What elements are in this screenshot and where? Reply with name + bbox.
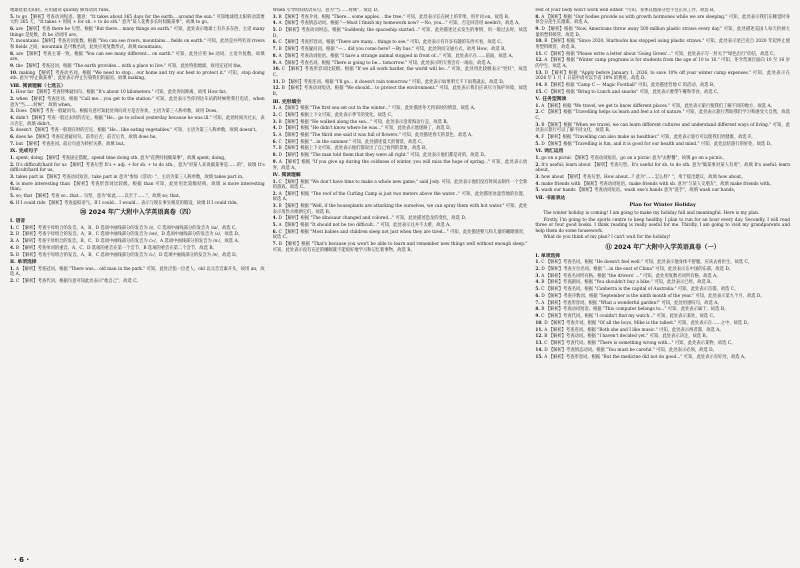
answer-entry [10,135,265,141]
answer-entry [273,61,528,67]
entry-number: 3. [272,119,278,125]
entry-text: when 【解析】考查连词。根据 "Call me... you get to the station." 可知，此处表示当你到达车站的时候给我打电话，when 意为"当……时候"，故填 when。 [10,96,265,108]
answer-entry [535,287,790,293]
entry-number: 1. [10,266,15,272]
answer-entry [535,341,790,347]
answer-entry [273,80,528,86]
answer-entry [535,27,790,38]
entry-number: 4. [272,216,278,222]
answer-entry [273,54,528,60]
entry-number: 7. [10,39,15,45]
entry-number: 4. [10,115,15,121]
answer-entry [10,90,265,96]
entry-number: 3. [272,204,278,210]
answer-entry [273,146,528,152]
entry-number: 15. [535,354,543,360]
entry-text: C 【解析】根据 "...in the summer." 可知，此处描述夏天的情景，故选 C。 [278,139,426,145]
answer-entry [535,314,790,320]
page-number: · 6 · [14,556,30,564]
entry-text: B 【解析】考查疑问词。根据 "—... did you come here? —By bus." 可知，此处询问交通方式，故用 How，故选 B。 [278,47,509,53]
answer-entry [273,160,528,171]
answer-entry [10,128,265,134]
entry-text: If I could ride 【解析】考查虚拟语气。If I could... I would... 表示与现在事实相反的假设，故填 If I could ride。 [15,200,241,206]
entry-number: 3. [10,239,15,245]
entry-number: 8. [10,51,15,57]
entry-text: Does 【解析】考查一般疑问句。根据句意可知此处询问对方是否喜欢，主语为第三人称单数，故用 Does。 [15,109,221,115]
answer-entry [535,188,790,194]
answer-entry [10,182,265,193]
entry-number: 9. [272,159,278,165]
entry-text: B 【解析】根据 "Since 2020, Starbucks has stopped using plastic straws." 可知，此处表示星巴克自 2020 年起停止使用塑料吸管，故选 B。 [535,39,790,50]
entry-number: 12. [272,86,281,92]
entry-number: 6. [10,135,15,140]
entry-text: B 【解析】考查副词。根据 "You shouldn't buy a bike." 可知，此处表示已经，故选 B。 [541,280,715,286]
entry-number: 5. [272,28,278,34]
answer-entry [273,140,528,146]
answer-entry [535,90,790,96]
entry-text: A 【解析】考查名词所有格。根据 "the drivers' ..." 可知，此处用复数名词所有格，故选 A。 [541,273,721,279]
entry-number: 11. [272,79,281,85]
answer-entry [10,27,265,38]
entry-text: is more interesting than 【解析】考查形容词比较级。根据 than 可知，此处用比较级结构，故填 is more interesting than。 [10,181,265,193]
entry-text: C 【解析】根据 "Please write a letter about 'Going Green'..." 可知，此处表示写一封关于"绿色出行"的信，故选 C。 [544,51,778,57]
answer-entry [273,133,528,139]
answer-entry [10,71,265,82]
entry-number: 2. [10,279,15,284]
part-heading: Ⅳ. 阅读理解 [272,172,301,179]
entry-number: 1. [272,179,278,185]
entry-number: 4. [272,21,278,27]
entry-number: 1. [535,155,540,161]
entry-text: 地球绕着太阳转。应用副词 quickly 修饰动词 runs。 [10,8,113,13]
part-heading: Ⅱ. 单项选择 [10,259,37,266]
entry-text: A 【解析】根据 "It should not be too difficult..." 可知，此处表示这并不太难，故选 A。 [278,223,454,229]
entry-text: D 【解析】根据 "Travelling is fun, and it is good for our health and mind." 可知，此处总结旅行的好处，故选 D。 [541,141,775,147]
entry-text: A 【解析】考查字母组合的发音。B、C、D 选项中画线部分的发音为 /ɔː/，A 选项中画线部分的发音为 /ɑː/，故选 A。 [15,239,242,245]
entry-number: 2. [535,162,540,168]
entry-number: 3. [10,174,15,180]
answer-entry [10,15,265,26]
answer-entry [273,216,528,222]
answer-entry [273,47,528,53]
entry-number: 1. [535,260,540,266]
answer-entry [535,123,790,134]
answer-entry [10,194,265,200]
entry-text: F 【解析】根据 "Travelling can also make us healthier." 可知，此处表示旅行可以使我们更健康，故选 F。 [541,135,756,140]
answer-entry [273,28,528,39]
entry-text: making 【解析】考查动名词。根据 "We need to stop... our home and try our best to protect it." 可知，stop doing sth. 意为"停止做某事"，此处表示停止污染我们的家园，故填 making。 [10,70,265,82]
answer-entry [10,175,265,181]
entry-number: 15. [535,89,543,95]
entry-number: 5. [10,14,15,20]
entry-text: but 【解析】考查连词。前后句意为转折关系，故填 but。 [15,141,128,147]
entry-number: 11. [535,51,543,57]
entry-text: D 【解析】根据 "He didn't know where he was..." 可知，此处表示他迷路了，故选 D。 [278,126,454,132]
answer-entry [273,8,528,14]
essay-paragraph: The winter holiday is coming! I am going to make my holiday full and meaningful. Here is my plan. [543,210,760,216]
entry-number: 12. [535,58,543,64]
entry-text: C 【解析】根据 "We don't have time to make a whole new game," said Jody. 可知，此处表示他们没有时间去制作一个全新的游戏，故选 C。 [272,179,528,191]
essay-title: Plan for Winter Holiday [629,202,696,209]
part-heading: Ⅷ. 阅读理解（七选五） [10,82,66,89]
entry-number: 4. [10,245,15,251]
part-heading: Ⅸ. 完成句子 [10,148,38,155]
entry-text: A 【解析】根据 "Our bodies provide us with growth hormones while we are sleeping." 可知，此处表示我们在睡觉时身体会分泌生长激素，故选 A。 [535,14,790,26]
entry-number: 9. [535,27,540,33]
answer-entry [273,153,528,159]
entry-text: A 【解析】根据 "We travel, we get to know different places." 可知，此处表示旅行使我们了解不同的地方，故选 A。 [541,103,775,109]
entry-text: D 【解析】考查字母组合的发音。A、B、C 选项中画线部分的发音为 /əʊ/，D 选项中画线部分的发音为 /ʌ/，故选 D。 [15,232,243,238]
essay-paragraph: Firstly, I'm going to the sports centre to keep healthy. I plan to run for an hour every day. Secondly, I will read three or four good books. I think reading is really useful for me. Thirdly, I am going to visit my grandparents and help them do some housework. [535,217,790,234]
entry-number: 5. [535,141,540,147]
entry-text: D 【解析】考查方位名词。根据 "...in the east of China" 可知，此处表示在中国的东部，故选 D。 [541,266,734,272]
entry-text: B 【解析】根据 "That's because you won't be able to learn and remember new things well without enough sleep." 可知，此处表示没有充足的睡眠就不能很好地学习和记忆新事物，故选 B。 [272,242,528,253]
entry-number: 4. [535,135,540,140]
entry-number: 5. [272,133,278,139]
entry-text: C 【解析】考查代词。根据 "I couldn't find my watch..." 可知，此处表示某处，故选 C。 [541,314,718,320]
entry-text: It's difficult/hard for us 【解析】考查句型 It's + adj. + for sb. + to do sth.，意为"对某人来说做某事是……的"，故填 It's difficult/hard for us。 [10,162,265,174]
entry-text: A 【解析】考查形容词。根据 "What a wonderful garden!" 可知，此处用感叹句，故选 A。 [541,300,722,306]
entry-text: A 【解析】考查形容词。根据 "But the medicine did not do good..." 可知，此处表示有好处，故选 A。 [544,354,749,360]
entry-text: C 【解析】考查代词。根据 "There is something wrong with..." 可知，此处表示某物，故选 C。 [544,341,736,347]
entry-number: 7. [535,300,540,306]
entry-number: 4. [272,126,278,132]
answer-entry [535,274,790,280]
entry-number: 2. [272,112,278,118]
answer-entry [535,142,790,148]
answer-entry [535,135,790,141]
answer-entry [10,97,265,108]
answer-entry [273,15,528,21]
entry-text: A 【解析】根据 "If you give up during the coldness of winter, you will miss the hope of spring..." 可知，此处表示放弃，故选 A。 [272,159,528,171]
entry-number: 8. [535,14,540,20]
entry-text: A 【解析】考查名词。根据 "There is going to be... tomorrow." 可知，此处表示明天将会有一场雨，故选 A。 [278,60,495,66]
answer-entry [535,8,790,14]
column-left [10,8,265,556]
entry-number: 13. [535,70,543,76]
answer-entry [273,126,528,132]
entry-text: When 引导时间状语从句，意为"当……时候"，故选 D。 [272,8,382,13]
entry-number: 8. [272,53,278,59]
answer-entry [535,182,790,188]
entry-number: 8. [535,307,540,313]
entry-text: doesn't 【解析】考查一般现在时的否定。根据 "He... like eating vegetables." 可知，主语为第三人称单数，故填 doesn't。 [15,128,260,134]
entry-number: 5. [10,128,15,134]
essay-paragraph: What do you think of my plan? I can't wait for the holiday! [543,235,671,241]
entry-number: 3. [535,122,540,128]
entry-text: are 【解析】考查主谓一致。根据 "You can see many different... on earth." 可知，此处应用 be 动词，主语为复数，故填 are。 [10,51,265,63]
entry-number: 10. [535,39,543,45]
entry-text: A 【解析】根据 "The roof of the Curling Camp is just two meters above the water..." 可知，此处描述冰壶营地的位置，故选 A。 [272,191,528,203]
entry-text: C 【解析】考查字母组合的发音。A、B、D 选项中画线部分的发音为 /ɪ/，C 选项中画线部分的发音为 /aɪ/，故选 C。 [15,225,240,231]
part-heading: Ⅵ. 词汇运用 [535,148,564,155]
answer-entry [535,83,790,89]
entry-number: 2. [10,162,15,168]
entry-text: didn't 【解析】考查一般过去时的否定。根据 "He... go to school yesterday because he was ill." 可知，此处时间为过去，表示否定，故填 didn't。 [10,115,265,127]
answer-entry [10,267,265,278]
entry-text: C 【解析】根据 "Most babies and children sleep not just when they are tired..." 可知，此处描述婴儿和儿童的睡眠情况，故选 C。 [272,229,528,241]
answer-entry [273,204,528,215]
answer-entry [10,246,265,252]
entry-text: A 【解析】根据 "The first sea set out in the winter..." 可知，此处描述冬天到来时的情景，故选 A。 [278,106,478,112]
answer-entry [535,334,790,340]
entry-text: B 【解析】考查动词短语。根据 "This computer belongs to..." 可知，此处表示属于，故选 B。 [541,307,729,313]
answer-entry [535,307,790,313]
entry-text: make friends with 【解析】考查动词短语。make friends with sb. 意为"与某人交朋友"，故填 make friends with。 [541,181,774,187]
answer-entry [273,120,528,126]
entry-text: D 【解析】考查动词时态。根据 "Suddenly, the spaceship started..." 可知，此处描述过去发生的事情，用一般过去时，故选 D。 [272,28,528,39]
entry-number: 4. [10,181,15,187]
entry-text: D 【解析】根据 "Now, Americans throw away 500 million plastic straws every day." 可知，此处描述美国人每天扔掉大量的塑料吸管，故选 D。 [535,27,790,38]
entry-number: 4. [535,280,540,286]
entry-text: the 【解析】考查冠词。根据 "The earth provides... with a place to live." 可知，此处特指地球，故用定冠词 the。 [15,63,245,69]
entry-text: B 【解析】根据上下文可知，此处表示他们都说出了自己看到的景象，故选 B。 [278,146,430,152]
answer-entry [535,163,790,174]
entry-text: D 【解析】考查连词。根据 "I'll go... it doesn't rain tomorrow." 可知，此处表示如果明天不下雨我就去，故选 D。 [281,79,507,85]
entry-number: 2. [272,191,278,197]
entry-number: 14. [535,82,543,88]
entry-text: D 【解析】考查字母组合的发音。A、B、C 选项中画线部分的发音为 /iː/，D 选项中画线部分的发音为 /e/，故选 D。 [15,252,240,258]
answer-entry [535,58,790,69]
answer-entry [535,71,790,82]
entry-number: 3. [10,109,15,115]
entry-text: B 【解析】根据 "Well, if the houseplants are attacking the ourselves, we can spray them with hot water." 可知，此处表示用热水喷洒它们，故选 B。 [272,204,528,215]
answer-entry [10,226,265,232]
entry-number: 6. [272,229,278,235]
entry-text: rest of your body won't work well either. "可知，身体其他部分也不会正常工作，故选 B。 [535,8,718,13]
entry-text: D 【解析】考查序数词。根据 "September is the ninth month of the year." 可知，此处表示第九个月，故选 D。 [541,293,765,299]
entry-number: 2. [535,266,540,272]
answer-entry [10,116,265,127]
entry-text: A 【解析】考查冠词。根据 "There was... old man in the park." 可知，此处泛指一位老人，old 以元音音素开头，故用 an，故选 A。 [10,266,265,278]
answer-entry [10,232,265,238]
entry-number: 10. [535,320,543,326]
answer-entry [10,39,265,50]
entry-number: 1. [10,155,15,161]
entry-text: A 【解析】根据 "The third one said it was full of flowers." 可知，此处描述春天的景色，故选 A。 [278,133,476,139]
entry-number: 7. [272,47,278,53]
part-heading: Ⅰ. 语音 [10,218,26,225]
entry-text: C 【解析】考查形容词。根据 "There are many... things to see." 可知，此处表示有许多有趣的东西可看，故选 C。 [278,40,505,46]
entry-text: C 【解析】考查名词。根据 "Canberra is the capital of Australia." 可知，此处表示首都，故选 C。 [541,287,739,293]
answer-entry [535,175,790,181]
entry-text: B 【解析】根据 "When we travel, we can learn different cultures and understand different ways of living." 可知，此处表示旅行可以了解不同文化，故选 B。 [535,122,790,134]
entry-text: go on a picnic 【解析】考查动词短语。go on a picnic 意为"去野餐"，故填 go on a picnic。 [541,155,727,161]
section-title: ⑳ 2024 年广大附中入学英语真卷（四） [80,209,195,217]
answer-entry [535,110,790,121]
answer-entry [535,260,790,266]
entry-text: C 【解析】考查名词。根据 "He doesn't feel well." 可知，此处表示他身体不舒服，应该去看医生，故选 C。 [541,260,753,266]
answer-entry [273,242,528,253]
entry-text: B 【解析】根据 "Camp C — Magic Football" 可知，此处描述营地 C 的活动，故选 B。 [544,82,718,88]
entry-number: 8. [272,153,278,159]
entry-text: takes part in 【解析】考查动词短语。take part in 意为"参加（活动）"，主语为第三人称单数，故填 takes part in。 [15,174,247,180]
entry-number: 6. [272,139,278,145]
answer-entry [10,52,265,63]
entry-text: B 【解析】考查动词。根据 "I haven't decided yet." 可知，此处表示决定，故选 B。 [544,334,710,340]
answer-entry [535,267,790,273]
entry-number: 5. [535,188,540,194]
answer-entry [535,52,790,58]
entry-number: 2. [535,110,540,116]
entry-text: spent; doing 【解析】考查固定搭配。spend time doing sth. 意为"花费时间做某事"，故填 spent; doing。 [15,155,229,161]
entry-number: 7. [272,146,278,152]
entry-number: 1. [535,103,540,109]
entry-number: 2. [10,96,15,102]
entry-number: 6. [10,27,15,33]
answer-entry [535,15,790,26]
answer-entry [535,301,790,307]
entry-number: 10. [10,70,18,76]
answer-entry [535,321,790,327]
answer-entry [10,201,265,207]
answer-entry [10,64,265,70]
entry-text: A 【解析】考查连词。根据 "Both she and I like music." 可知，此处表示两者都，故选 A。 [544,327,724,333]
entry-text: D 【解析】根据 "The man told them that they were all right." 可知，此处表示他们都是对的，故选 D。 [278,153,489,159]
entry-number: 5. [10,193,15,199]
answer-entry [273,67,528,78]
entry-text: wash our hands 【解析】考查动词短语。wash one's hands 意为"洗手"，故填 wash our hands。 [541,188,738,194]
column-right [535,8,790,556]
entry-text: D 【解析】考查情态动词。根据 "You must be careful." 可知，此处表示必须，故选 D。 [544,347,717,353]
answer-entry [535,294,790,300]
entry-text: B 【解析】考查单词的重音。A、C、D 选项的重音在第一个音节，B 选项的重音在第二个音节，故选 B。 [15,245,217,251]
entry-text: A 【解析】考查情态动词。根据 "—Must I finish my homework now? —No, you..." 可知，否定回答用 needn't，故选 A。 [278,21,523,27]
answer-entry [273,113,528,119]
answer-entry [10,156,265,162]
entry-text: B 【解析】考查介词。根据 "There... some apples... the tree." 可知，此处表示长在树上的苹果，用介词 on，故选 B。 [278,14,513,20]
entry-number: 5. [535,287,540,293]
answer-entry [10,142,265,148]
answer-entry [10,163,265,174]
entry-number: 7. [10,141,15,147]
entry-number: 6. [10,200,15,206]
entry-text: It's useful; learn about 【解析】考查句型。It's useful for sb. to do sth. 意为"做某事对某人有用"，故填 It's useful; learn about。 [535,162,790,174]
entry-number: 10. [272,67,281,73]
entry-number: 9. [535,314,540,320]
entry-number: 2. [10,232,15,238]
entry-text: are 【解析】考查 there be 句型。根据 "But there... many things on earth." 可知，此处表示地球上有许多东西，主语 many things 是复数，故 be 动词用 are。 [10,27,265,38]
answer-entry [10,279,265,285]
entry-text: does he 【解析】考查反意疑问句。前肯后否、前否后肯，故填 does he。 [15,135,160,140]
answer-entry [273,86,528,97]
entry-text: A 【解析】根据 "Winter camp programs is for students from the age of 10 to 16." 可知，冬令营项目面向 10 至 16 岁的学生，故选 A。 [535,58,790,69]
answer-entry [10,239,265,245]
answer-entry [273,192,528,203]
answer-entry [273,223,528,229]
answer-entry [535,348,790,354]
entry-text: mountains 【解析】考查名词复数。根据 "You can see rivers, mountains... fields on earth." 可知，此处是并列名词 rivers 和 fields 之间，mountain 是可数名词，此处应用复数形式，故填 mountains。 [10,39,265,50]
entry-text: C 【解析】考查形容词比较级。根据 "If we all work harder, the world will be..." 可知，此处用比较级表示"更好"，故选 C。 [272,67,528,78]
entry-number: 1. [272,106,278,112]
column-middle [273,8,528,556]
entry-text: D 【解析】根据 "Apply before January 1, 2026, to save 10% off your winter camp expenses." 可知，此处表示在 2026 年 1 月 1 日前申请可以节省 10% 的费用，故选 D。 [535,70,790,82]
entry-text: C 【解析】根据 "Travelling helps us learn and feel a lot of nature." 可知，此处表示旅行帮助我们学习和感受大自然，故选 C。 [535,110,790,121]
answer-entry [273,21,528,27]
answer-entry [535,355,790,361]
entry-number: 11. [535,327,543,333]
answer-entry [535,328,790,334]
entry-number: 14. [535,347,543,353]
entry-text: to go 【解析】考查动词短语。题意："It takes about 365 days for the earth... around the sun." 可知地球绕太阳转动需要大约 365 天，"It takes + 时间 + for sb. + to do sth." 意为"某人花费多长时间做某事"，故填 to go。 [10,14,265,26]
part-heading: Ⅲ. 完形填空 [272,98,302,105]
part-heading: Ⅰ. 单项选择 [535,252,561,259]
part-heading: Ⅶ. 书面表达 [535,194,566,201]
answer-entry [535,39,790,50]
entry-text: how about 【解析】考查句型。How about...? 意为"……怎么样？"，用于提出建议，故填 how about。 [541,174,746,180]
entry-number: 13. [535,341,543,347]
entry-number: 3. [535,174,540,180]
entry-number: 5. [272,223,278,229]
entry-text: How far 【解析】考查特殊疑问句。根据 "It's about 10 kilometers." 可知，此处询问距离，故用 How far。 [15,90,230,96]
entry-number: 6. [535,293,540,299]
part-heading: Ⅴ. 任务型阅读 [535,96,567,103]
answer-entry [535,104,790,110]
entry-number: 7. [272,242,278,248]
entry-number: 6. [272,40,278,46]
entry-text: A 【解析】考查动词短语。根据 "I have a strange animal stopped in front of..." 可知，此处表示在……前面，故选 A。 [278,53,516,59]
entry-number: 3. [535,273,540,279]
entry-number: 9. [10,63,15,69]
answer-entry [10,253,265,259]
answer-entry [273,230,528,241]
entry-number: 3. [272,14,278,20]
answer-entry [273,180,528,191]
answer-entry [535,280,790,286]
entry-number: 1. [10,225,15,231]
answer-entry [273,106,528,112]
entry-number: 1. [10,90,15,96]
answer-entry [273,40,528,46]
entry-text: C 【解析】根据 "Bring to Lunch and snacks" 可知，此处表示要带午餐和零食，故选 C。 [544,89,722,95]
answer-entry [10,109,265,115]
entry-text: D 【解析】考查介词。根据 "Of all the boys, Mike is the tallest." 可知，此处表示在……之中，故选 D。 [544,320,752,326]
entry-text: D 【解析】根据 "The dinosaur changed and colored..." 可知，此处描述恐龙的变化，故选 D。 [278,216,470,222]
entry-number: 4. [535,181,540,187]
entry-text: C 【解析】根据上下文可知，此处表示季节的变化，故选 C。 [278,112,396,118]
entry-number: 12. [535,334,543,340]
entry-number: 5. [10,252,15,258]
answer-entry [10,8,265,14]
entry-text: C 【解析】考查代词。根据句意可知此处表示"他自己"，故选 C。 [15,279,141,284]
entry-text: so; that 【解析】考查 so...that... 句型，意为"如此……以至于……"，故填 so; that。 [15,193,183,199]
entry-text: B 【解析】根据 "He walked along the sea..." 可知，此处表示沿着海边行走，故选 B。 [278,119,451,125]
answer-entry [535,156,790,162]
section-title: ⑪ 2024 年广大附中入学英语真卷（一） [605,243,720,251]
entry-text: B 【解析】考查动词短语。根据 "We should... to protect the environment." 可知，此处表示我们应该尽力保护环境，故选 B。 [272,86,528,97]
entry-number: 9. [272,60,278,66]
